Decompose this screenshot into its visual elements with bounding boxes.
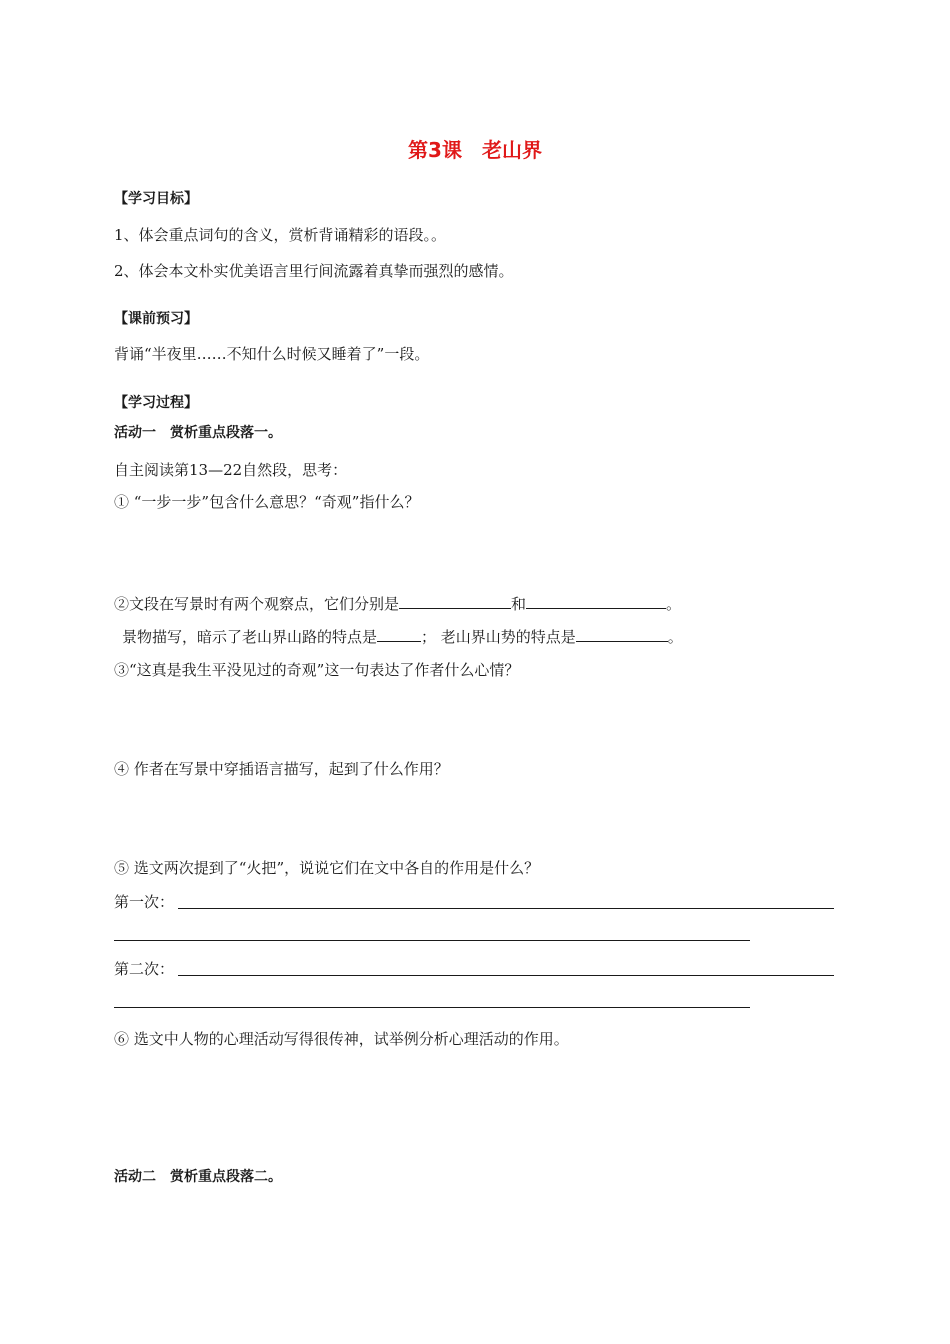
question-4: ④ 作者在写景中穿插语言描写，起到了什么作用？ [114, 760, 449, 778]
answer-blank[interactable] [526, 593, 666, 609]
lesson-title: 第3课 老山界 [408, 138, 542, 162]
answer-line[interactable] [114, 1007, 750, 1008]
answer-blank[interactable] [377, 626, 421, 642]
objectives-heading: 【学习目标】 [114, 191, 198, 207]
question-2-text-c: 。 [666, 595, 682, 613]
question-5: ⑤ 选文两次提到了“火把”，说说它们在文中各自的作用是什么？ [114, 859, 540, 877]
question-3: ③“这真是我生平没见过的奇观”这一句表达了作者什么心情？ [114, 661, 520, 679]
question-6: ⑥ 选文中人物的心理活动写得很传神，试举例分析心理活动的作用。 [114, 1030, 569, 1048]
preview-heading: 【课前预习】 [114, 311, 198, 327]
question-2-line-2 [122, 626, 683, 646]
question-2-text-d: 景物描写，暗示了老山界山路的特点是 [122, 628, 378, 646]
answer-blank[interactable] [576, 626, 668, 642]
objective-item-2: 2、体会本文朴实优美语言里行间流露着真挚而强烈的感情。 [114, 262, 514, 280]
question-2-line-1 [114, 593, 681, 613]
preview-text: 背诵“半夜里……不知什么时候又睡着了”一段。 [114, 345, 430, 363]
first-answer-label: 第一次： [114, 893, 175, 911]
question-2-text-f: 。 [667, 628, 683, 646]
activity-two-heading: 活动二 赏析重点段落二。 [114, 1169, 282, 1185]
question-1: ① “一步一步”包含什么意思？“奇观”指什么？ [114, 493, 420, 511]
answer-line[interactable] [178, 975, 834, 976]
question-2-text-e: ； 老山界山势的特点是 [421, 628, 576, 646]
process-heading: 【学习过程】 [114, 395, 198, 411]
answer-line[interactable] [114, 940, 750, 941]
answer-blank[interactable] [399, 593, 511, 609]
second-answer-label: 第二次： [114, 960, 175, 978]
answer-line[interactable] [178, 908, 834, 909]
activity-one-intro: 自主阅读第13—22自然段，思考： [114, 461, 348, 479]
question-2-text-b: 和 [511, 595, 527, 613]
question-2-text-a: ②文段在写景时有两个观察点，它们分别是 [114, 595, 400, 613]
objective-item-1: 1、体会重点词句的含义，赏析背诵精彩的语段。。 [114, 226, 447, 244]
activity-one-heading: 活动一 赏析重点段落一。 [114, 425, 282, 441]
